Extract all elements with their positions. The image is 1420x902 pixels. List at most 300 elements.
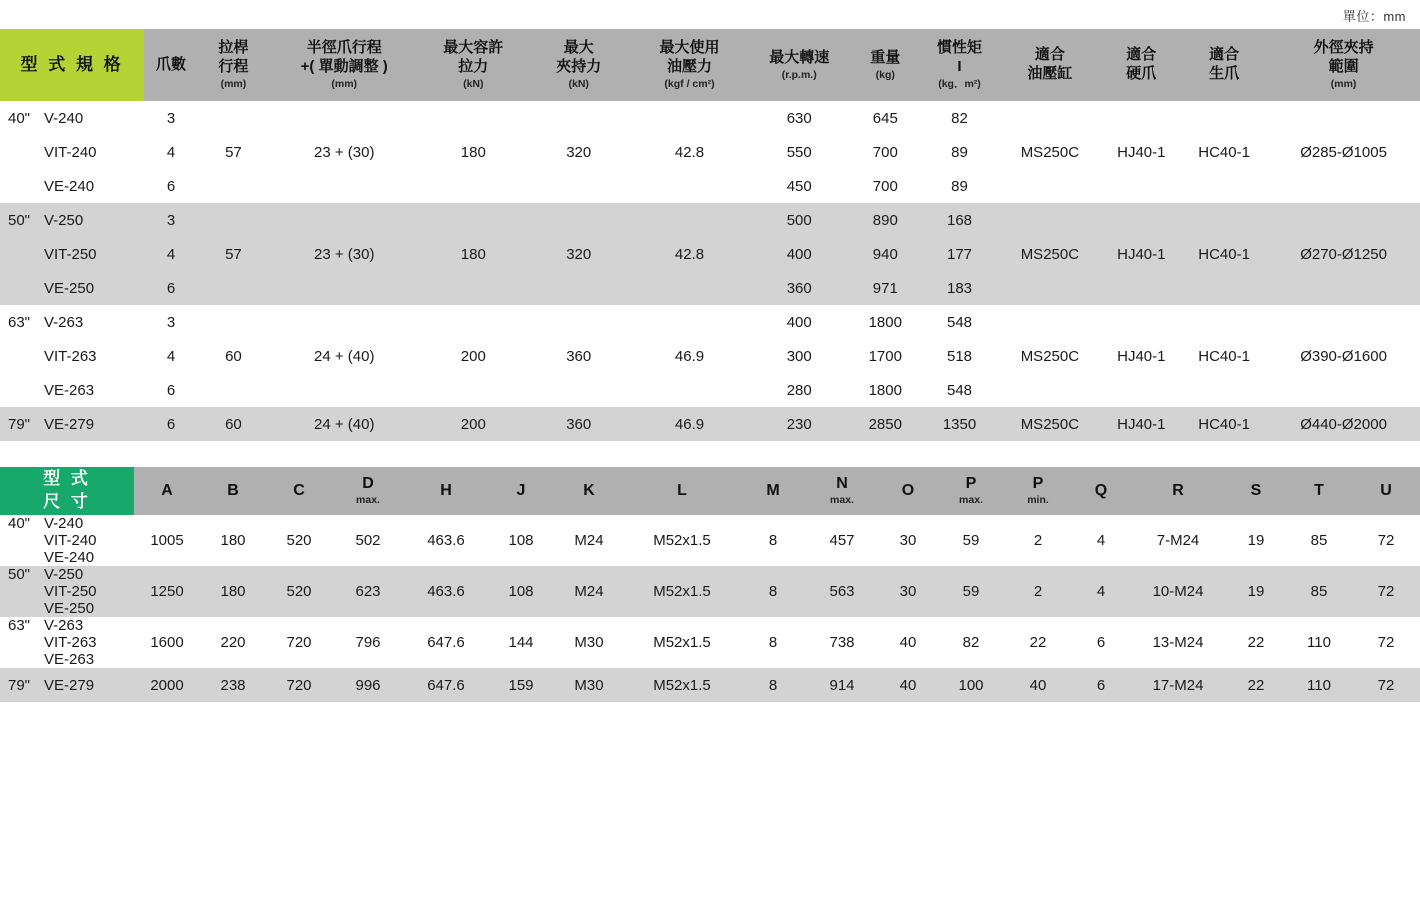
- header-dim-h-label: H: [440, 482, 452, 499]
- header-inertia: [921, 29, 998, 101]
- header-dim-p-max-sub: max.: [959, 494, 983, 507]
- cell-max-hydraulic-pressure: 46.9: [630, 305, 748, 407]
- header-dim-l-label: L: [677, 482, 687, 499]
- cell-dim-q: 4: [1072, 566, 1130, 617]
- cell-jaws: 3: [144, 203, 198, 237]
- cell-dim-s: 19: [1226, 515, 1286, 566]
- row-model-name: VE-263: [44, 651, 95, 668]
- cell-dim-k: M24: [554, 566, 624, 617]
- cell-dim-t: 110: [1286, 617, 1352, 668]
- cell-dim-t: 85: [1286, 515, 1352, 566]
- row-model: [0, 407, 144, 441]
- header-max-draw-pull: [420, 29, 528, 101]
- header-model-dimension-l2: 尺 寸: [43, 492, 91, 511]
- cell-inertia: 168: [921, 203, 998, 237]
- cell-dim-b: 238: [200, 668, 266, 702]
- cell-weight: 971: [850, 271, 921, 305]
- cell-cylinder: MS250C: [998, 101, 1101, 203]
- header-dim-d-label: D: [362, 475, 374, 493]
- cell-dim-n: 563: [806, 566, 878, 617]
- row-model: [0, 237, 144, 271]
- cell-od-range: Ø390-Ø1600: [1267, 305, 1420, 407]
- cell-radial-jaw-stroke: 24 + (40): [269, 407, 420, 441]
- row-size: 79": [8, 415, 31, 433]
- row-model: [0, 339, 144, 373]
- cell-dim-a: 1005: [134, 515, 200, 566]
- row-size: 40": [8, 515, 31, 532]
- header-max-gripping-force-unit: (kN): [568, 77, 589, 90]
- row-model: [0, 373, 144, 407]
- header-weight-unit: (kg): [875, 68, 895, 81]
- header-suitable-soft-jaw-l2: 生爪: [1209, 65, 1240, 82]
- cell-dim-k: M24: [554, 515, 624, 566]
- header-max-hydraulic-pressure-l2: 油壓力: [667, 58, 713, 76]
- cell-max-speed: 400: [749, 237, 850, 271]
- cell-max-draw-pull: 200: [420, 407, 528, 441]
- cell-draw-bar-stroke: 57: [198, 101, 269, 203]
- cell-dim-k: M30: [554, 668, 624, 702]
- row-model: [0, 305, 144, 339]
- cell-dim-m: 8: [740, 566, 806, 617]
- header-model-spec-line2: 規 格: [75, 54, 124, 74]
- cell-dim-p-min: 2: [1004, 566, 1072, 617]
- header-dim-q-label: Q: [1094, 482, 1108, 499]
- cell-dim-l: M52x1.5: [624, 617, 740, 668]
- cell-soft-jaw: HC40-1: [1181, 305, 1267, 407]
- cell-jaws: 6: [144, 373, 198, 407]
- row-model-name: V-263: [44, 617, 84, 634]
- cell-dim-b: 180: [200, 515, 266, 566]
- cell-jaws: 4: [144, 135, 198, 169]
- cell-dim-h: 463.6: [404, 515, 488, 566]
- header-max-speed-unit: (r.p.m.): [781, 68, 817, 81]
- table-header-row: [0, 29, 1420, 101]
- cell-radial-jaw-stroke: 24 + (40): [269, 305, 420, 407]
- header-weight-label: 重量: [870, 48, 901, 66]
- cell-dim-l: M52x1.5: [624, 566, 740, 617]
- header-dim-a: [134, 467, 200, 515]
- cell-dim-p-max: 59: [938, 515, 1004, 566]
- cell-dim-h: 647.6: [404, 668, 488, 702]
- cell-dim-d: 502: [332, 515, 404, 566]
- cell-inertia: 1350: [921, 407, 998, 441]
- cell-max-speed: 450: [749, 169, 850, 203]
- cell-weight: 1800: [850, 305, 921, 339]
- cell-max-gripping-force: 360: [527, 407, 630, 441]
- table-row: [0, 515, 1420, 532]
- cell-draw-bar-stroke: 57: [198, 203, 269, 305]
- cell-dim-p-min: 2: [1004, 515, 1072, 566]
- row-model: [0, 549, 134, 566]
- header-inertia-unit: (kg．m²): [938, 77, 981, 90]
- row-model-name: VIT-240: [44, 532, 97, 549]
- header-max-speed-label: 最大轉速: [769, 48, 830, 66]
- cell-dim-r: 13-M24: [1130, 617, 1226, 668]
- header-jaw-count: [144, 29, 198, 101]
- header-draw-bar-stroke-l2: 行程: [218, 58, 249, 76]
- table-header-row: [0, 467, 1420, 515]
- cell-dim-d: 623: [332, 566, 404, 617]
- cell-dim-p-min: 22: [1004, 617, 1072, 668]
- cell-inertia: 177: [921, 237, 998, 271]
- header-od-clamping-range: [1267, 29, 1420, 101]
- header-od-clamping-range-unit: (mm): [1330, 77, 1357, 90]
- cell-dim-q: 4: [1072, 515, 1130, 566]
- header-max-draw-pull-l1: 最大容許: [443, 39, 504, 57]
- row-model: [0, 101, 144, 135]
- header-dim-p-min-sub: min.: [1027, 494, 1049, 507]
- row-model-name: VE-250: [44, 600, 95, 617]
- header-dim-l: [624, 467, 740, 515]
- cell-inertia: 548: [921, 305, 998, 339]
- cell-dim-m: 8: [740, 617, 806, 668]
- header-max-draw-pull-unit: (kN): [463, 77, 484, 90]
- cell-dim-c: 520: [266, 515, 332, 566]
- cell-max-draw-pull: 180: [420, 203, 528, 305]
- row-model-name: V-250: [44, 211, 84, 229]
- header-model-spec-line1: 型 式: [20, 54, 69, 74]
- cell-dim-q: 6: [1072, 668, 1130, 702]
- cell-dim-j: 108: [488, 515, 554, 566]
- cell-od-range: Ø270-Ø1250: [1267, 203, 1420, 305]
- row-model: [0, 169, 144, 203]
- cell-dim-u: 72: [1352, 668, 1420, 702]
- row-model-name: VE-279: [44, 676, 95, 694]
- cell-cylinder: MS250C: [998, 203, 1101, 305]
- cell-soft-jaw: HC40-1: [1181, 101, 1267, 203]
- specification-table: [0, 29, 1420, 441]
- header-model-spec: [0, 29, 144, 101]
- header-max-hydraulic-pressure-unit: (kgf / cm²): [664, 77, 715, 90]
- cell-weight: 940: [850, 237, 921, 271]
- header-dim-c-label: C: [293, 482, 305, 499]
- row-model-name: V-240: [44, 109, 84, 127]
- header-jaw-count-label: 爪數: [156, 55, 187, 73]
- table-row: [0, 203, 1420, 237]
- header-dim-t-label: T: [1314, 482, 1324, 499]
- cell-max-gripping-force: 360: [527, 305, 630, 407]
- header-dim-a-label: A: [161, 482, 173, 499]
- header-dim-o: [878, 467, 938, 515]
- cell-cylinder: MS250C: [998, 407, 1101, 441]
- header-max-speed: [749, 29, 850, 101]
- cell-inertia: 89: [921, 169, 998, 203]
- row-model-name: VE-263: [44, 381, 95, 399]
- cell-dim-m: 8: [740, 668, 806, 702]
- cell-hard-jaw: HJ40-1: [1102, 203, 1182, 305]
- row-model: [0, 515, 134, 532]
- header-dim-r: [1130, 467, 1226, 515]
- cell-soft-jaw: HC40-1: [1181, 203, 1267, 305]
- cell-inertia: 548: [921, 373, 998, 407]
- header-dim-m: [740, 467, 806, 515]
- header-dim-u: [1352, 467, 1420, 515]
- header-radial-jaw-stroke-l2: +( 單動調整 ): [300, 58, 388, 76]
- cell-dim-l: M52x1.5: [624, 668, 740, 702]
- row-size: 40": [8, 109, 31, 127]
- cell-od-range: Ø440-Ø2000: [1267, 407, 1420, 441]
- header-model-dimension: [0, 467, 134, 515]
- table-row: [0, 101, 1420, 135]
- cell-max-gripping-force: 320: [527, 101, 630, 203]
- cell-dim-s: 22: [1226, 617, 1286, 668]
- header-suitable-hard-jaw-l2: 硬爪: [1126, 65, 1157, 82]
- cell-weight: 1700: [850, 339, 921, 373]
- cell-hard-jaw: HJ40-1: [1102, 407, 1182, 441]
- header-max-gripping-force-l2: 夾持力: [556, 58, 602, 76]
- header-radial-jaw-stroke-l1: 半徑爪行程: [306, 39, 382, 57]
- row-model: [0, 634, 134, 651]
- cell-max-gripping-force: 320: [527, 203, 630, 305]
- header-dim-o-label: O: [901, 482, 915, 499]
- cell-dim-n: 457: [806, 515, 878, 566]
- table-row: [0, 305, 1420, 339]
- cell-weight: 700: [850, 135, 921, 169]
- cell-dim-a: 1600: [134, 617, 200, 668]
- cell-dim-r: 7-M24: [1130, 515, 1226, 566]
- row-model-name: VE-240: [44, 549, 95, 566]
- header-dim-s-label: S: [1250, 482, 1262, 499]
- row-model-name: VIT-263: [44, 347, 97, 365]
- cell-cylinder: MS250C: [998, 305, 1101, 407]
- row-model: [0, 566, 134, 583]
- cell-dim-j: 108: [488, 566, 554, 617]
- header-dim-k-label: K: [583, 482, 595, 499]
- row-model: [0, 271, 144, 305]
- cell-dim-c: 520: [266, 566, 332, 617]
- header-radial-jaw-stroke-unit: (mm): [331, 77, 358, 90]
- cell-dim-h: 647.6: [404, 617, 488, 668]
- cell-dim-r: 10-M24: [1130, 566, 1226, 617]
- header-max-draw-pull-l2: 拉力: [458, 58, 489, 76]
- header-max-hydraulic-pressure: [630, 29, 748, 101]
- row-model-name: VIT-250: [44, 583, 97, 600]
- cell-jaws: 4: [144, 237, 198, 271]
- cell-dim-n: 738: [806, 617, 878, 668]
- header-od-clamping-range-l2: 範圍: [1328, 58, 1359, 76]
- row-size: 50": [8, 566, 31, 583]
- table-row: [0, 566, 1420, 583]
- header-dim-n-sub: max.: [830, 494, 854, 507]
- cell-weight: 700: [850, 169, 921, 203]
- header-suitable-cylinder-l1: 適合: [1034, 46, 1065, 64]
- header-dim-n: [806, 467, 878, 515]
- header-dim-d: [332, 467, 404, 515]
- cell-jaws: 6: [144, 169, 198, 203]
- cell-jaws: 3: [144, 305, 198, 339]
- header-dim-n-label: N: [836, 475, 848, 493]
- cell-dim-h: 463.6: [404, 566, 488, 617]
- header-model-dimension-l1: 型 式: [43, 469, 91, 489]
- table-gap: [0, 441, 1420, 467]
- cell-dim-p-max: 59: [938, 566, 1004, 617]
- cell-dim-o: 30: [878, 566, 938, 617]
- header-max-gripping-force-l1: 最大: [563, 39, 594, 57]
- cell-dim-s: 22: [1226, 668, 1286, 702]
- row-size: 79": [8, 676, 31, 694]
- cell-dim-p-min: 40: [1004, 668, 1072, 702]
- row-model-name: VIT-250: [44, 245, 97, 263]
- header-dim-c: [266, 467, 332, 515]
- cell-weight: 645: [850, 101, 921, 135]
- cell-dim-s: 19: [1226, 566, 1286, 617]
- cell-dim-a: 2000: [134, 668, 200, 702]
- row-model: [0, 668, 134, 702]
- row-model-name: V-250: [44, 566, 84, 583]
- row-model-name: VE-250: [44, 279, 95, 297]
- cell-hard-jaw: HJ40-1: [1102, 305, 1182, 407]
- cell-dim-q: 6: [1072, 617, 1130, 668]
- header-dim-r-label: R: [1172, 482, 1184, 499]
- cell-max-draw-pull: 200: [420, 305, 528, 407]
- row-model: [0, 203, 144, 237]
- row-model: [0, 583, 134, 600]
- header-od-clamping-range-l1: 外徑夾持: [1313, 39, 1374, 57]
- cell-dim-p-max: 100: [938, 668, 1004, 702]
- row-model: [0, 135, 144, 169]
- cell-max-speed: 400: [749, 305, 850, 339]
- header-draw-bar-stroke: [198, 29, 269, 101]
- row-model: [0, 617, 134, 634]
- cell-dim-m: 8: [740, 515, 806, 566]
- cell-od-range: Ø285-Ø1005: [1267, 101, 1420, 203]
- cell-dim-u: 72: [1352, 566, 1420, 617]
- header-dim-k: [554, 467, 624, 515]
- cell-dim-a: 1250: [134, 566, 200, 617]
- cell-dim-b: 220: [200, 617, 266, 668]
- header-dim-p-min-label: P: [1032, 475, 1044, 493]
- header-weight: [850, 29, 921, 101]
- cell-jaws: 3: [144, 101, 198, 135]
- unit-note: 單位：mm: [1342, 9, 1406, 24]
- header-dim-b: [200, 467, 266, 515]
- header-suitable-cylinder: [998, 29, 1101, 101]
- cell-dim-b: 180: [200, 566, 266, 617]
- cell-draw-bar-stroke: 60: [198, 305, 269, 407]
- cell-radial-jaw-stroke: 23 + (30): [269, 101, 420, 203]
- cell-max-hydraulic-pressure: 42.8: [630, 101, 748, 203]
- header-dim-h: [404, 467, 488, 515]
- header-dim-m-label: M: [766, 482, 780, 499]
- row-size: 50": [8, 211, 31, 229]
- header-dim-p-max-label: P: [965, 475, 977, 493]
- cell-dim-o: 40: [878, 668, 938, 702]
- cell-inertia: 89: [921, 135, 998, 169]
- dimension-table: [0, 467, 1420, 702]
- header-dim-u-label: U: [1380, 482, 1392, 499]
- cell-max-hydraulic-pressure: 42.8: [630, 203, 748, 305]
- cell-jaws: 4: [144, 339, 198, 373]
- row-size: 63": [8, 313, 31, 331]
- cell-dim-n: 914: [806, 668, 878, 702]
- row-model-name: VE-279: [44, 415, 95, 433]
- header-inertia-label: 慣性矩: [937, 39, 983, 57]
- header-suitable-soft-jaw: [1181, 29, 1267, 101]
- row-model: [0, 532, 134, 549]
- cell-inertia: 518: [921, 339, 998, 373]
- header-suitable-hard-jaw: [1102, 29, 1182, 101]
- cell-max-speed: 280: [749, 373, 850, 407]
- cell-max-speed: 230: [749, 407, 850, 441]
- header-draw-bar-stroke-l1: 拉桿: [218, 39, 249, 57]
- cell-draw-bar-stroke: 60: [198, 407, 269, 441]
- cell-hard-jaw: HJ40-1: [1102, 101, 1182, 203]
- row-model: [0, 651, 134, 668]
- cell-max-speed: 360: [749, 271, 850, 305]
- cell-dim-d: 996: [332, 668, 404, 702]
- header-max-gripping-force: [527, 29, 630, 101]
- header-draw-bar-stroke-unit: (mm): [220, 77, 247, 90]
- cell-dim-t: 110: [1286, 668, 1352, 702]
- cell-max-speed: 630: [749, 101, 850, 135]
- cell-dim-j: 144: [488, 617, 554, 668]
- header-dim-s: [1226, 467, 1286, 515]
- header-dim-p-max: [938, 467, 1004, 515]
- table-row: [0, 617, 1420, 634]
- table-row: [0, 668, 1420, 702]
- row-model-name: VE-240: [44, 177, 95, 195]
- cell-dim-u: 72: [1352, 617, 1420, 668]
- cell-dim-o: 40: [878, 617, 938, 668]
- header-dim-d-sub: max.: [356, 494, 380, 507]
- cell-max-speed: 300: [749, 339, 850, 373]
- header-suitable-soft-jaw-l1: 適合: [1209, 46, 1240, 64]
- cell-jaws: 6: [144, 407, 198, 441]
- header-dim-b-label: B: [227, 482, 239, 499]
- cell-max-draw-pull: 180: [420, 101, 528, 203]
- cell-weight: 1800: [850, 373, 921, 407]
- row-model-name: V-240: [44, 515, 84, 532]
- header-suitable-hard-jaw-l1: 適合: [1126, 46, 1157, 64]
- header-radial-jaw-stroke: [269, 29, 420, 101]
- cell-dim-l: M52x1.5: [624, 515, 740, 566]
- header-dim-t: [1286, 467, 1352, 515]
- header-inertia-symbol: I: [957, 58, 962, 76]
- cell-dim-c: 720: [266, 617, 332, 668]
- row-model: [0, 600, 134, 617]
- header-dim-p-min: [1004, 467, 1072, 515]
- cell-jaws: 6: [144, 271, 198, 305]
- header-dim-j-label: J: [516, 482, 526, 499]
- cell-inertia: 82: [921, 101, 998, 135]
- cell-max-speed: 500: [749, 203, 850, 237]
- cell-soft-jaw: HC40-1: [1181, 407, 1267, 441]
- cell-radial-jaw-stroke: 23 + (30): [269, 203, 420, 305]
- cell-dim-t: 85: [1286, 566, 1352, 617]
- cell-dim-d: 796: [332, 617, 404, 668]
- cell-dim-j: 159: [488, 668, 554, 702]
- cell-dim-r: 17-M24: [1130, 668, 1226, 702]
- row-model-name: V-263: [44, 313, 84, 331]
- cell-weight: 890: [850, 203, 921, 237]
- header-dim-q: [1072, 467, 1130, 515]
- cell-dim-o: 30: [878, 515, 938, 566]
- header-dim-j: [488, 467, 554, 515]
- row-size: 63": [8, 617, 31, 634]
- cell-dim-c: 720: [266, 668, 332, 702]
- cell-inertia: 183: [921, 271, 998, 305]
- cell-max-hydraulic-pressure: 46.9: [630, 407, 748, 441]
- header-max-hydraulic-pressure-l1: 最大使用: [659, 39, 720, 57]
- row-model-name: VIT-263: [44, 634, 97, 651]
- cell-dim-u: 72: [1352, 515, 1420, 566]
- cell-max-speed: 550: [749, 135, 850, 169]
- cell-weight: 2850: [850, 407, 921, 441]
- cell-dim-k: M30: [554, 617, 624, 668]
- cell-dim-p-max: 82: [938, 617, 1004, 668]
- header-suitable-cylinder-l2: 油壓缸: [1027, 65, 1073, 82]
- row-model-name: VIT-240: [44, 143, 97, 161]
